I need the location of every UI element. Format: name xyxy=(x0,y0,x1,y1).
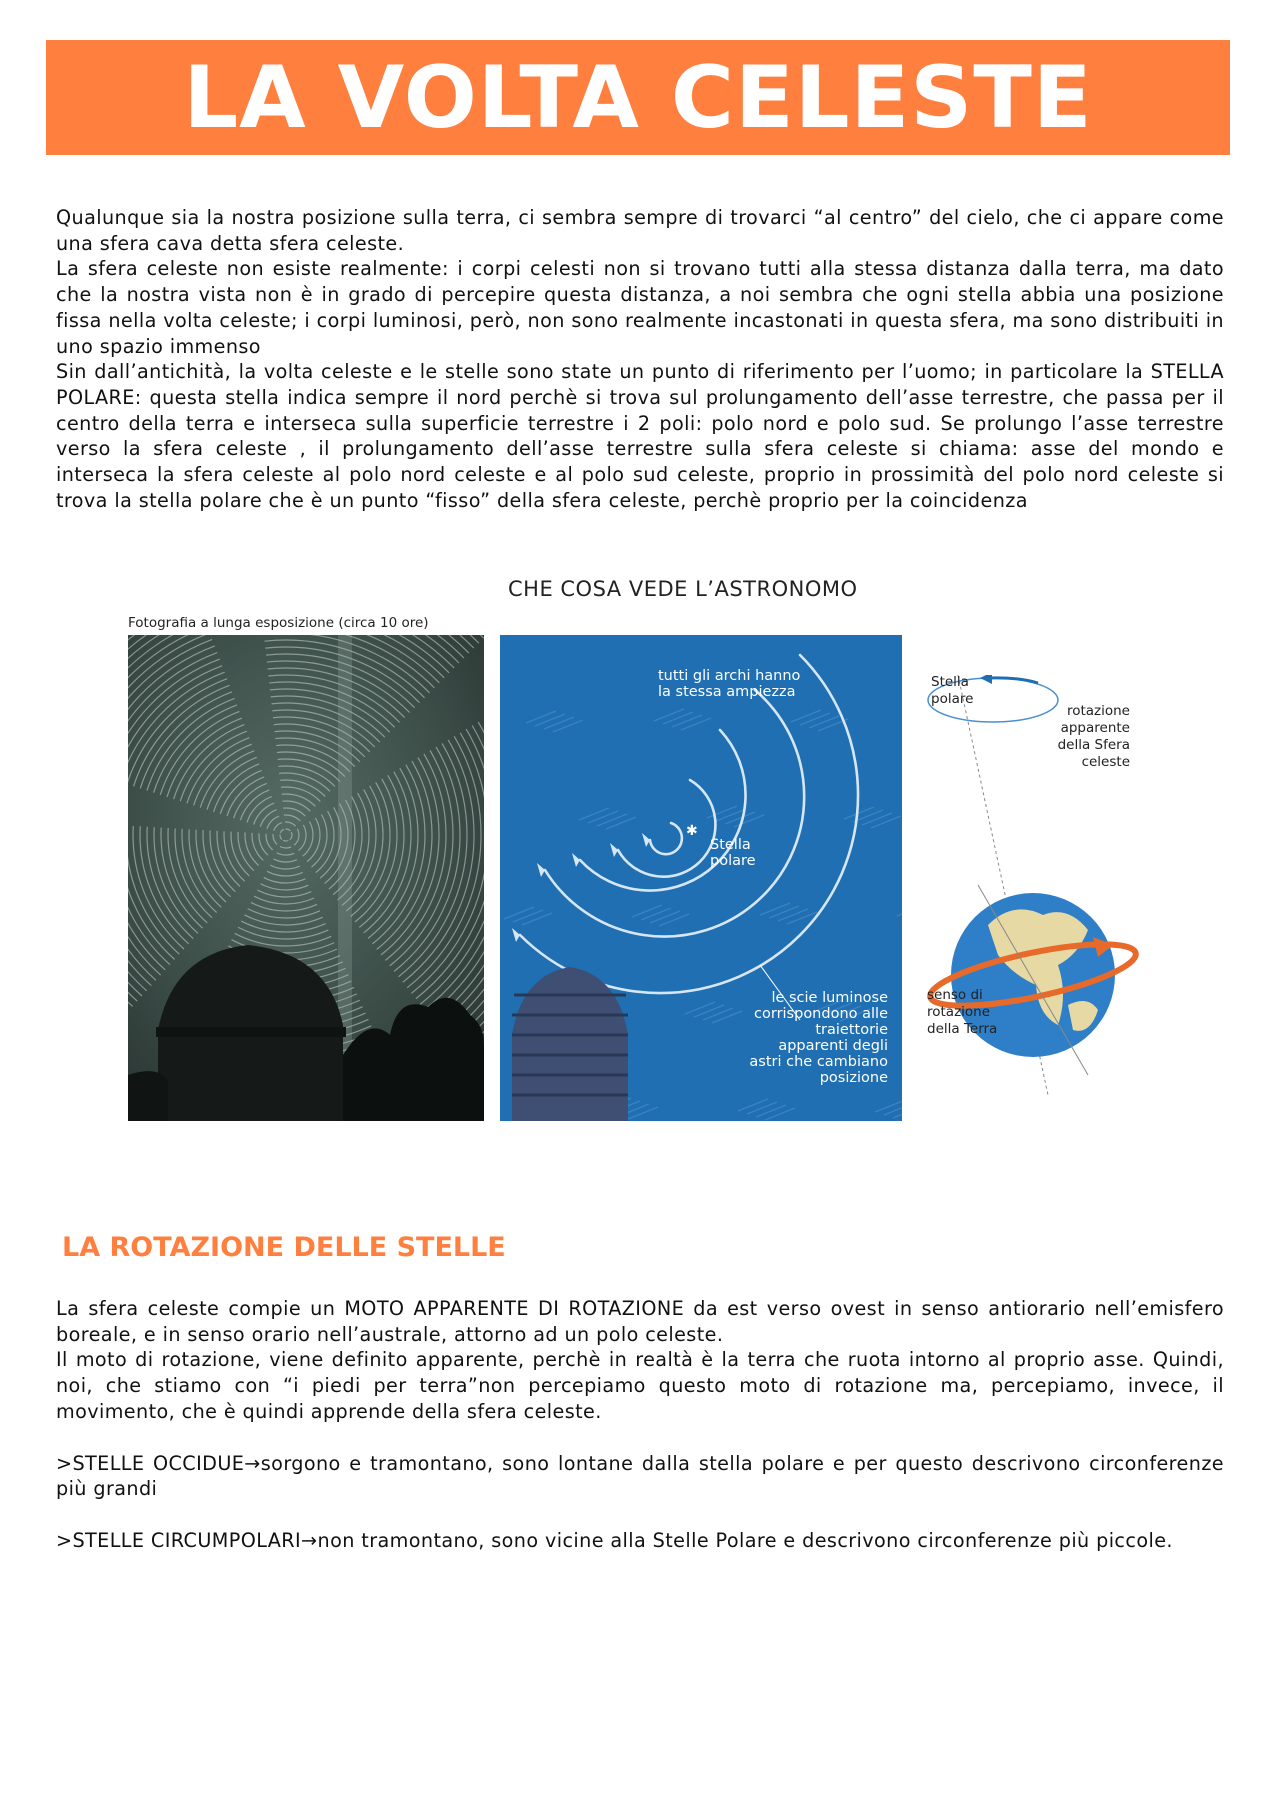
page-title: LA VOLTA CELESTE xyxy=(183,47,1093,148)
astronomer-figure xyxy=(128,575,1168,1135)
occidue-stars-item: >STELLE OCCIDUE→sorgono e tramontano, sono lontane dalla stella polare e per questo descrivono circonferenze più grandi xyxy=(56,1451,1224,1501)
diagram-bottom-label: le scie luminose corrispondono alle traiettorie apparenti degli astri che cambiano posizione xyxy=(749,990,888,1086)
intro-paragraph-2: La sfera celeste non esiste realmente: i corpi celesti non si trovano tutti alla stessa distanza dalla terra, ma dato che la nostra vista non è in grado di percepire questa distanza, a noi sembra che ogni stella abbia una posizione fissa nella volta celeste; i corpi luminosi, però, non sono realmente incastonati in questa sfera, ma sono distribuiti in uno spazio immenso xyxy=(56,257,1224,358)
intro-paragraph-3: Sin dall’antichità, la volta celeste e le stelle sono state un punto di riferimento per l’uomo; in particolare la STELLA POLARE: questa stella indica sempre il nord perchè si trova sul prolungamento dell’asse terrestre, che passa per il centro della terra e interseca sulla superficie terrestre i 2 poli: polo nord e polo sud. Se prolungo l’asse terrestre verso la sfera celeste , il prolungamento dell’asse terrestre sulla sfera celeste si chiama: asse del mondo e interseca la sfera celeste al polo nord celeste e al polo sud celeste, proprio in prossimità del polo nord celeste si trova la stella polare che è un punto “fisso” della sfera celeste, perchè proprio per la coincidenza xyxy=(56,360,1224,512)
section-paragraph-2: Il moto di rotazione, viene definito apparente, perchè in realtà è la terra che ruota intorno al proprio asse. Quindi, noi, che stiamo con “i piedi per terra”non percepiamo questo moto di rotazione ma, percepiamo, invece, il movimento, che è quindi apprende della sfera celeste. xyxy=(56,1348,1224,1423)
intro-paragraph-1: Qualunque sia la nostra posizione sulla terra, ci sembra sempre di trovarci “al centro” del cielo, che ci appare come una sfera cava detta sfera celeste. xyxy=(56,206,1224,255)
photo-caption: Fotografia a lunga esposizione (circa 10 ore) xyxy=(128,615,429,631)
circumpolar-stars-item: >STELLE CIRCUMPOLARI→non tramontano, sono vicine alla Stelle Polare e descrivono circonferenze più piccole. xyxy=(56,1528,1173,1552)
diagram-star-label: Stella polare xyxy=(710,837,756,869)
section-title: LA ROTAZIONE DELLE STELLE xyxy=(62,1232,506,1263)
celestial-rotation-label: rotazione apparente della Sfera celeste xyxy=(1057,703,1130,770)
polar-star-icon: ✱ xyxy=(686,823,698,839)
title-banner xyxy=(46,40,1230,155)
figure-title: CHE COSA VEDE L’ASTRONOMO xyxy=(508,577,858,601)
globe-star-label: Stella polare xyxy=(931,674,974,707)
star-trails-photo xyxy=(128,635,484,1121)
diagram-top-label: tutti gli archi hanno la stessa ampiezza xyxy=(658,668,801,700)
earth-rotation-label: senso di rotazione della Terra xyxy=(927,987,998,1037)
intro-text xyxy=(56,205,1224,513)
section-paragraph-1: La sfera celeste compie un MOTO APPARENTE DI ROTAZIONE da est verso ovest in senso antiorario nell’emisfero boreale, e in senso orario nell’australe, attorno ad un polo celeste. xyxy=(56,1297,1224,1346)
section-text xyxy=(56,1296,1224,1554)
